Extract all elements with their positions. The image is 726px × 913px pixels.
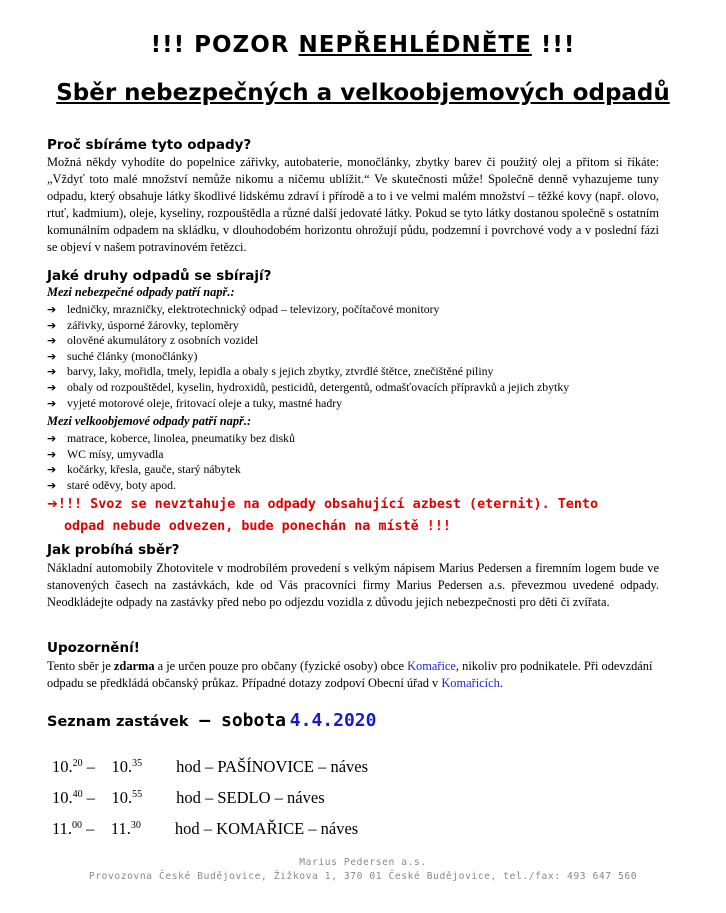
types-title: Jaké druhy odpadů se sbírají? (47, 268, 272, 284)
heading-warning-prefix: !!! POZOR (150, 32, 299, 58)
footer-company: Marius Pedersen a.s. (299, 857, 427, 868)
main-heading (0, 32, 726, 58)
how-title: Jak probíhá sběr? (47, 542, 180, 558)
stop-location: hod – KOMAŘICE – náves (174, 819, 359, 838)
list-item: ➔ barvy, laky, mořidla, tmely, lepidla a obaly s jejich zbytky, ztvrdlé štětce, znečištěné piliny (47, 364, 494, 379)
footer-address: Provozovna České Budějovice, Žižkova 1, 370 01 České Budějovice, tel./fax: 493 647 560 (88, 871, 638, 882)
schedule-date: 4.4.2020 (289, 710, 377, 731)
hazardous-label: Mezi nebezpečné odpady patří např.: (47, 285, 235, 299)
arrow-right-icon: ➔ (47, 463, 57, 477)
stop-row: 10.20 – 10.35 hod – PAŠÍNOVICE – náves (52, 757, 369, 776)
arrow-right-icon: ➔ (47, 396, 57, 410)
stop-row: 11.00 – 11.30 hod – KOMAŘICE – náves (52, 819, 359, 838)
warning-line-1: !!! Svoz se nevztahuje na odpady obsahující azbest (eternit). Tento (57, 497, 599, 512)
list-item: ➔ suché články (monočlánky) (47, 348, 198, 363)
why-paragraph: Možná někdy vyhodíte do popelnice zářivky, autobaterie, monočlánky, zbytky barev či použitý olej a přitom si říkáte: „Vždyť toto malé množství nemůže nikomu a ničemu ublížit.“ Ve skutečnosti může! Společně denně vyhazujeme tuny odpadu, který obsahuje látky škodlivé lidskému zdraví i přírodě a to i ve velmi malém množství – těžké kovy (např. olovo, rtuť, kadmium), oleje, kyseliny, rozpouštědla a různé další jedovaté látky. Pokud se tyto látky dostanou společně s ostatním komunálním odpadem na skládku, v dlouhodobém horizontu ohrožují půdu, podzemní i povrchové vody a v poslední fázi se objeví v našem potravinovém řetězci. (47, 155, 659, 254)
arrow-right-icon: ➔ (47, 303, 57, 316)
why-title: Proč sbíráme tyto odpady? (47, 137, 252, 153)
schedule-day: sobota (221, 710, 287, 731)
asbestos-warning (47, 494, 672, 538)
list-item: ➔ WC mísy, umyvadla (47, 446, 164, 461)
schedule-heading: Seznam zastávek – sobota 4.4.2020 (47, 710, 377, 731)
free-of-charge: zdarma (113, 659, 155, 673)
list-item: ➔ matrace, koberce, linolea, pneumatiky bez disků (47, 431, 295, 445)
arrow-right-icon: ➔ (47, 447, 57, 461)
list-item: ➔ ledničky, mrazničky, elektrotechnický odpad – televizory, počítačové monitory (47, 302, 440, 316)
stop-row: 10.40 – 10.55 hod – SEDLO – náves (52, 788, 325, 807)
list-item: ➔ obaly od rozpouštědel, kyselin, hydroxidů, pesticidů, detergentů, odmašťovacích přípravků a jejich zbytky (47, 379, 570, 394)
stop-location: hod – PAŠÍNOVICE – náves (176, 757, 369, 776)
list-item: ➔ staré oděvy, boty apod. (47, 477, 176, 492)
village-name: Komařice (407, 659, 456, 673)
arrow-right-icon: ➔ (47, 365, 57, 379)
arrow-right-icon: ➔ (47, 432, 57, 445)
village-name-locative: Komařicích (441, 676, 500, 690)
arrow-right-icon: ➔ (47, 478, 57, 492)
bulky-list (47, 431, 295, 493)
arrow-right-icon: ➔ (47, 334, 57, 348)
hazardous-list (47, 302, 569, 411)
list-item: ➔ olověné akumulátory z osobních vozidel (47, 333, 259, 348)
heading-underlined-word: NEPŘEHLÉDNĚTE (298, 32, 532, 58)
arrow-right-icon: ➔ (47, 497, 58, 512)
stop-location: hod – SEDLO – náves (176, 788, 325, 807)
how-paragraph: Nákladní automobily Zhotovitele v modrobílém provedení s velkým nápisem Marius Pedersen a firemním logem bude ve stanovených časech na zastávkách, kde od Vás pracovníci firmy Marius Pedersen a.s. převezmou uvedené odpady. Neodkládejte odpady na zastávky před nebo po odjezdu vozidla z důvodu jejich nebezpečnosti pro děti či zvířata. (47, 561, 659, 609)
arrow-right-icon: ➔ (47, 380, 57, 394)
warning-line-2: odpad nebude odvezen, bude ponechán na místě !!! (64, 519, 451, 534)
list-item: ➔ vyjeté motorové oleje, fritovací oleje a tuky, mastné hadry (47, 395, 343, 410)
notice-paragraph: Tento sběr je zdarma a je určen pouze pro občany (fyzické osoby) obce Komařice, nikoliv pro podnikatele. Při odevzdání odpadu se předkládá občanský průkaz. Případné dotazy zodpoví Obecní úřad v Komařicích. (47, 659, 653, 690)
heading-warning-suffix: !!! (531, 32, 576, 58)
schedule-label: Seznam zastávek (47, 714, 189, 730)
notice-title: Upozornění! (47, 640, 140, 656)
sub-heading-text: Sběr nebezpečných a velkoobjemových odpadů (56, 80, 670, 106)
arrow-right-icon: ➔ (47, 318, 57, 332)
list-item: ➔ zářivky, úsporné žárovky, teploměry (47, 317, 239, 332)
arrow-right-icon: ➔ (47, 349, 57, 363)
sub-heading (0, 80, 726, 106)
bulky-label: Mezi velkoobjemové odpady patří např.: (47, 414, 252, 428)
list-item: ➔ kočárky, křesla, gauče, starý nábytek (47, 462, 241, 477)
